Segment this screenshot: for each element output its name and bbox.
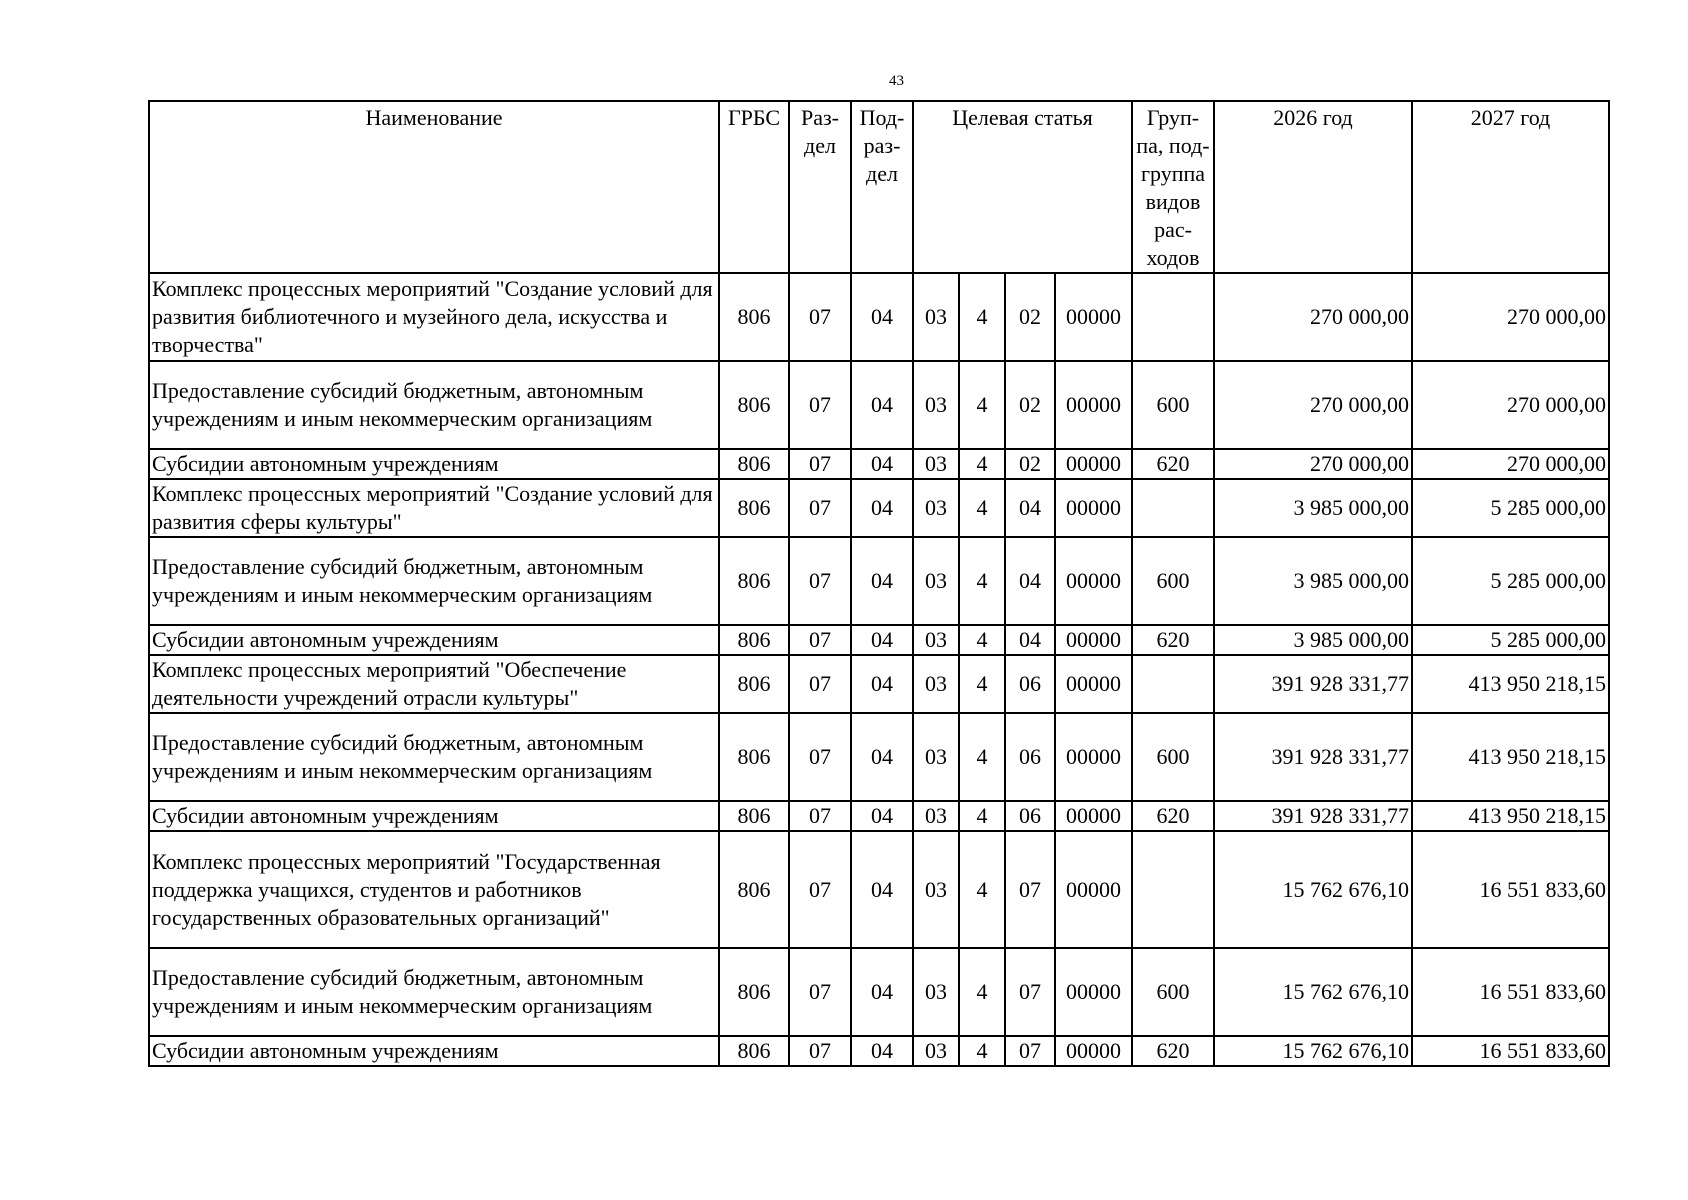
cell-y2026: 391 928 331,77: [1214, 713, 1412, 801]
cell-y2027: 413 950 218,15: [1412, 801, 1609, 831]
cell-y2027: 5 285 000,00: [1412, 479, 1609, 537]
cell-y2026: 270 000,00: [1214, 449, 1412, 479]
cell-podrazdel: 04: [851, 948, 913, 1036]
cell-vr: [1132, 273, 1214, 361]
table-row: [149, 537, 1609, 625]
cell-y2026: 391 928 331,77: [1214, 655, 1412, 713]
cell-vr: 620: [1132, 449, 1214, 479]
header-year-2027: 2027 год: [1412, 101, 1609, 273]
cell-cs2: 4: [959, 479, 1005, 537]
cell-podrazdel: 04: [851, 801, 913, 831]
cell-cs1: 03: [913, 831, 959, 948]
cell-cs3: 04: [1005, 625, 1055, 655]
table-row: [149, 361, 1609, 449]
cell-name: Субсидии автономным учреждениям: [149, 801, 719, 831]
cell-y2027: 270 000,00: [1412, 361, 1609, 449]
cell-vr: 600: [1132, 948, 1214, 1036]
cell-podrazdel: 04: [851, 713, 913, 801]
cell-y2026: 15 762 676,10: [1214, 1036, 1412, 1066]
cell-y2026: 15 762 676,10: [1214, 831, 1412, 948]
cell-cs4: 00000: [1055, 713, 1132, 801]
cell-cs3: 02: [1005, 449, 1055, 479]
cell-cs4: 00000: [1055, 537, 1132, 625]
cell-cs4: 00000: [1055, 625, 1132, 655]
table-row: [149, 273, 1609, 361]
table-row: [149, 948, 1609, 1036]
cell-cs4: 00000: [1055, 479, 1132, 537]
header-razdel: Раз- дел: [789, 101, 851, 273]
cell-name: Субсидии автономным учреждениям: [149, 625, 719, 655]
cell-grbs: 806: [719, 1036, 789, 1066]
cell-y2027: 16 551 833,60: [1412, 1036, 1609, 1066]
cell-grbs: 806: [719, 449, 789, 479]
cell-razdel: 07: [789, 655, 851, 713]
cell-name: Комплекс процессных мероприятий "Создание условий для развития сферы культуры": [149, 479, 719, 537]
cell-cs3: 07: [1005, 831, 1055, 948]
cell-y2026: 391 928 331,77: [1214, 801, 1412, 831]
cell-grbs: 806: [719, 948, 789, 1036]
cell-grbs: 806: [719, 713, 789, 801]
cell-podrazdel: 04: [851, 479, 913, 537]
cell-y2026: 270 000,00: [1214, 361, 1412, 449]
cell-cs3: 02: [1005, 361, 1055, 449]
cell-y2027: 16 551 833,60: [1412, 831, 1609, 948]
cell-cs4: 00000: [1055, 1036, 1132, 1066]
cell-name: Субсидии автономным учреждениям: [149, 449, 719, 479]
cell-vr: [1132, 655, 1214, 713]
cell-razdel: 07: [789, 479, 851, 537]
cell-name: Предоставление субсидий бюджетным, автономным учреждениям и иным некоммерческим организациям: [149, 361, 719, 449]
cell-cs1: 03: [913, 801, 959, 831]
cell-cs3: 06: [1005, 801, 1055, 831]
cell-name: Комплекс процессных мероприятий "Государственная поддержка учащихся, студентов и работников государственных образовательных организаций": [149, 831, 719, 948]
cell-grbs: 806: [719, 831, 789, 948]
cell-cs4: 00000: [1055, 948, 1132, 1036]
cell-cs2: 4: [959, 801, 1005, 831]
cell-cs2: 4: [959, 625, 1005, 655]
cell-cs3: 07: [1005, 1036, 1055, 1066]
cell-cs3: 07: [1005, 948, 1055, 1036]
cell-podrazdel: 04: [851, 1036, 913, 1066]
header-year-2026: 2026 год: [1214, 101, 1412, 273]
cell-vr: 620: [1132, 1036, 1214, 1066]
cell-grbs: 806: [719, 479, 789, 537]
cell-vr: 620: [1132, 801, 1214, 831]
cell-podrazdel: 04: [851, 537, 913, 625]
cell-razdel: 07: [789, 831, 851, 948]
cell-y2026: 15 762 676,10: [1214, 948, 1412, 1036]
cell-razdel: 07: [789, 801, 851, 831]
table-row: [149, 713, 1609, 801]
cell-cs2: 4: [959, 361, 1005, 449]
cell-y2027: 16 551 833,60: [1412, 948, 1609, 1036]
cell-razdel: 07: [789, 273, 851, 361]
cell-cs1: 03: [913, 537, 959, 625]
cell-name: Комплекс процессных мероприятий "Создание условий для развития библиотечного и музейного дела, искусства и творчества": [149, 273, 719, 361]
cell-razdel: 07: [789, 625, 851, 655]
cell-y2027: 413 950 218,15: [1412, 713, 1609, 801]
cell-cs1: 03: [913, 655, 959, 713]
cell-vr: 600: [1132, 361, 1214, 449]
cell-vr: 600: [1132, 713, 1214, 801]
table-row: [149, 801, 1609, 831]
cell-y2027: 270 000,00: [1412, 449, 1609, 479]
cell-name: Субсидии автономным учреждениям: [149, 1036, 719, 1066]
cell-podrazdel: 04: [851, 831, 913, 948]
cell-cs3: 06: [1005, 713, 1055, 801]
cell-razdel: 07: [789, 449, 851, 479]
cell-cs1: 03: [913, 479, 959, 537]
cell-cs4: 00000: [1055, 655, 1132, 713]
table-row: [149, 831, 1609, 948]
cell-cs1: 03: [913, 449, 959, 479]
cell-cs1: 03: [913, 713, 959, 801]
header-gruppa-vidov-raskhodov: Груп- па, под- группа видов рас- ходов: [1132, 101, 1214, 273]
cell-vr: [1132, 831, 1214, 948]
cell-y2026: 3 985 000,00: [1214, 625, 1412, 655]
table-row: [149, 449, 1609, 479]
cell-cs2: 4: [959, 831, 1005, 948]
cell-cs3: 06: [1005, 655, 1055, 713]
cell-vr: 620: [1132, 625, 1214, 655]
cell-cs1: 03: [913, 1036, 959, 1066]
cell-cs4: 00000: [1055, 449, 1132, 479]
cell-cs2: 4: [959, 273, 1005, 361]
cell-cs2: 4: [959, 713, 1005, 801]
cell-razdel: 07: [789, 361, 851, 449]
header-name: Наименование: [149, 101, 719, 273]
cell-podrazdel: 04: [851, 361, 913, 449]
cell-cs2: 4: [959, 948, 1005, 1036]
cell-y2027: 270 000,00: [1412, 273, 1609, 361]
header-tselevaya-statya: Целевая статья: [913, 101, 1132, 273]
cell-cs3: 02: [1005, 273, 1055, 361]
cell-podrazdel: 04: [851, 449, 913, 479]
cell-podrazdel: 04: [851, 625, 913, 655]
cell-grbs: 806: [719, 655, 789, 713]
cell-cs2: 4: [959, 1036, 1005, 1066]
header-grbs: ГРБС: [719, 101, 789, 273]
cell-cs1: 03: [913, 273, 959, 361]
cell-razdel: 07: [789, 713, 851, 801]
table-row: [149, 625, 1609, 655]
cell-cs2: 4: [959, 449, 1005, 479]
table-row: [149, 655, 1609, 713]
cell-cs2: 4: [959, 655, 1005, 713]
cell-cs4: 00000: [1055, 801, 1132, 831]
cell-cs1: 03: [913, 948, 959, 1036]
cell-razdel: 07: [789, 948, 851, 1036]
cell-y2026: 270 000,00: [1214, 273, 1412, 361]
cell-cs4: 00000: [1055, 831, 1132, 948]
cell-razdel: 07: [789, 1036, 851, 1066]
cell-cs1: 03: [913, 361, 959, 449]
header-podrazdel: Под- раз- дел: [851, 101, 913, 273]
cell-cs1: 03: [913, 625, 959, 655]
cell-grbs: 806: [719, 801, 789, 831]
cell-y2026: 3 985 000,00: [1214, 479, 1412, 537]
table-row: [149, 1036, 1609, 1066]
budget-table: [148, 100, 1610, 1067]
cell-cs4: 00000: [1055, 273, 1132, 361]
table-row: [149, 479, 1609, 537]
table-header-row: [149, 101, 1609, 273]
cell-y2027: 5 285 000,00: [1412, 537, 1609, 625]
cell-grbs: 806: [719, 273, 789, 361]
cell-name: Комплекс процессных мероприятий "Обеспечение деятельности учреждений отрасли культуры": [149, 655, 719, 713]
page-number: 43: [889, 73, 904, 89]
cell-y2027: 413 950 218,15: [1412, 655, 1609, 713]
table-body: [149, 273, 1609, 1066]
cell-podrazdel: 04: [851, 273, 913, 361]
cell-razdel: 07: [789, 537, 851, 625]
cell-name: Предоставление субсидий бюджетным, автономным учреждениям и иным некоммерческим организациям: [149, 948, 719, 1036]
cell-cs3: 04: [1005, 479, 1055, 537]
cell-y2027: 5 285 000,00: [1412, 625, 1609, 655]
cell-cs3: 04: [1005, 537, 1055, 625]
cell-y2026: 3 985 000,00: [1214, 537, 1412, 625]
cell-vr: 600: [1132, 537, 1214, 625]
cell-grbs: 806: [719, 537, 789, 625]
cell-vr: [1132, 479, 1214, 537]
cell-grbs: 806: [719, 625, 789, 655]
cell-grbs: 806: [719, 361, 789, 449]
cell-cs2: 4: [959, 537, 1005, 625]
cell-cs4: 00000: [1055, 361, 1132, 449]
cell-name: Предоставление субсидий бюджетным, автономным учреждениям и иным некоммерческим организациям: [149, 537, 719, 625]
cell-podrazdel: 04: [851, 655, 913, 713]
cell-name: Предоставление субсидий бюджетным, автономным учреждениям и иным некоммерческим организациям: [149, 713, 719, 801]
